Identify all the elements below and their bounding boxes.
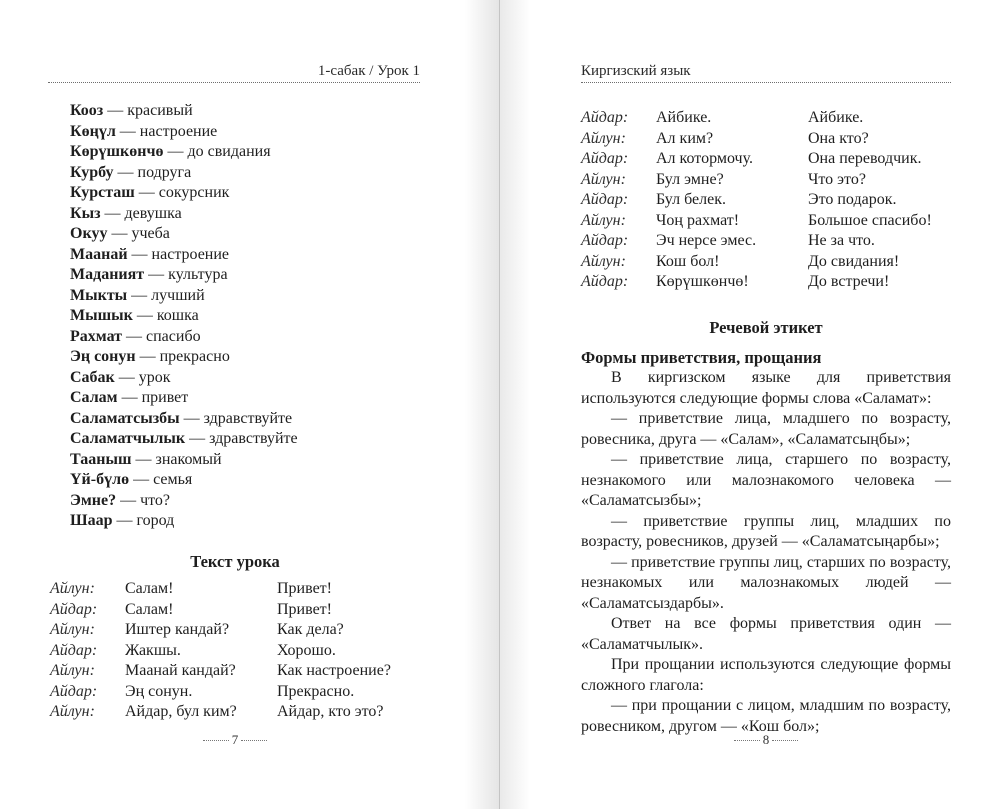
vocab-term: Сабак (70, 368, 115, 386)
vocab-translation: — культура (148, 266, 228, 283)
vocab-term: Тааныш (70, 450, 132, 468)
vocab-term: Курсташ (70, 184, 135, 201)
vocab-translation: — спасибо (126, 327, 201, 345)
vocab-translation: — семья (133, 471, 193, 488)
vocab-term: Кыз (70, 204, 101, 222)
dialog-row (581, 129, 951, 150)
kyrgyz-line: Көрүшкөнчө! (656, 273, 749, 290)
kyrgyz-line: Салам! (125, 600, 174, 618)
speaker: Айдар: (581, 150, 629, 167)
page-number-value: 7 (231, 732, 239, 747)
dialog-row (50, 661, 420, 682)
russian-line: Она переводчик. (808, 150, 922, 167)
russian-line: Хорошо. (277, 641, 336, 659)
gutter-shadow-left (465, 0, 500, 809)
kyrgyz-line: Бул эмне? (656, 170, 724, 188)
vocab-term: Рахмат (70, 327, 123, 345)
russian-line: Что это? (808, 170, 866, 188)
vocab-term: Шаар (70, 512, 113, 529)
vocab-item (70, 101, 410, 122)
vocab-item (70, 245, 410, 266)
vocab-translation: — здравствуйте (183, 409, 293, 427)
vocab-term: Курбу (70, 163, 114, 181)
kyrgyz-line: Эч нерсе эмес. (656, 232, 757, 249)
dialog-row (581, 231, 951, 252)
paragraph: Ответ на все формы приветствия один — «Саламатчылык». (581, 615, 951, 653)
kyrgyz-line: Бул белек. (656, 191, 726, 208)
russian-line: Как дела? (277, 621, 344, 638)
dialog-row (581, 108, 951, 129)
kyrgyz-line: Айдар, бул ким? (125, 703, 237, 720)
running-head-right: Киргизский язык (581, 63, 691, 79)
dialog-row (581, 149, 951, 170)
section-title-speech-etiquette: Речевой этикет (709, 318, 823, 337)
speaker: Айдар: (50, 600, 98, 618)
speaker: Айлун: (581, 252, 626, 270)
vocab-translation: — до свидания (167, 143, 271, 160)
speaker: Айдар: (581, 232, 629, 249)
kyrgyz-line: Айбике. (656, 109, 712, 126)
russian-line: Айдар, кто это? (277, 703, 384, 720)
speaker: Айлун: (50, 703, 95, 720)
header-dotted-rule (48, 82, 420, 83)
vocab-translation: — красивый (107, 102, 193, 119)
vocab-translation: — прекрасно (139, 348, 230, 365)
page-number-dots (241, 740, 267, 741)
russian-line: Большое спасибо! (808, 211, 932, 229)
dialog-row (581, 252, 951, 273)
header-dotted-rule (581, 82, 951, 83)
vocab-item (70, 306, 410, 327)
paragraph: В киргизском языке для приветствия используются следующие формы слова «Саламат»: (581, 369, 951, 407)
russian-line: До встречи! (808, 273, 890, 290)
speaker: Айлун: (50, 662, 95, 679)
vocab-translation: — привет (121, 389, 189, 406)
dialog-row (50, 702, 420, 723)
vocab-term: Кооз (70, 102, 104, 119)
vocab-item (70, 450, 410, 471)
vocab-item (70, 347, 410, 368)
list-paragraph: — приветствие лица, старшего по возрасту, незнакомого или малознакомого человека — «Саламатсызбы»; (581, 451, 951, 509)
left-page (50, 0, 420, 809)
vocab-item (70, 163, 410, 184)
dialog-table-left (50, 579, 420, 723)
kyrgyz-line: Чоң рахмат! (656, 211, 740, 229)
subheading-greeting-forms: Формы приветствия, прощания (581, 348, 822, 367)
dialog-row (581, 272, 951, 293)
russian-line: Она кто? (808, 129, 869, 147)
russian-line: Айбике. (808, 109, 864, 126)
vocab-item (70, 286, 410, 307)
vocab-term: Саламатчылык (70, 430, 186, 447)
speaker: Айлун: (581, 129, 626, 147)
vocab-item (70, 204, 410, 225)
vocab-translation: — учеба (111, 225, 170, 242)
list-paragraph: — приветствие лица, младшего по возрасту, ровесника, друга — «Салам», «Саламатсыңбы»; (581, 410, 951, 448)
speaker: Айлун: (50, 580, 95, 597)
vocab-term: Үй-бүлө (70, 471, 130, 488)
vocab-translation: — лучший (131, 286, 205, 304)
right-page (581, 0, 951, 809)
vocab-translation: — настроение (131, 245, 230, 263)
vocab-translation: — здравствуйте (189, 430, 298, 447)
vocab-item (70, 368, 410, 389)
kyrgyz-line: Ал ким? (656, 129, 714, 147)
dialog-table-right (581, 108, 951, 293)
paragraph: При прощании используются следующие формы сложного глагола: (581, 656, 951, 694)
russian-line: Как настроение? (277, 662, 391, 679)
gutter-shadow-right (500, 0, 530, 809)
list-paragraph: — приветствие группы лиц, младших по возрасту, ровесников, друзей — «Саламатсыңарбы»; (581, 512, 951, 550)
dialog-row (581, 170, 951, 191)
russian-line: Привет! (277, 580, 332, 597)
vocab-translation: — кошка (136, 307, 199, 324)
dialog-row (50, 641, 420, 662)
page-number-value: 8 (762, 732, 770, 747)
vocab-item (70, 122, 410, 143)
vocab-item (70, 511, 410, 532)
vocab-translation: — сокурсник (138, 184, 230, 201)
russian-line: Это подарок. (808, 191, 897, 208)
running-head-left: 1-сабак / Урок 1 (317, 63, 420, 79)
vocab-translation: — подруга (117, 163, 192, 181)
speaker: Айдар: (581, 191, 629, 208)
dialog-row (50, 600, 420, 621)
kyrgyz-line: Салам! (125, 580, 174, 597)
vocab-item (70, 265, 410, 286)
vocab-item (70, 142, 410, 163)
vocab-term: Мышык (70, 307, 133, 324)
kyrgyz-line: Кош бол! (656, 252, 720, 270)
dialog-row (581, 211, 951, 232)
speaker: Айдар: (50, 641, 98, 659)
kyrgyz-line: Жакшы. (125, 641, 181, 659)
kyrgyz-line: Эң сонун. (125, 682, 193, 700)
vocab-term: Маданият (70, 266, 145, 283)
dialog-row (50, 682, 420, 703)
kyrgyz-line: Ал котормочу. (656, 150, 753, 167)
vocab-term: Көңүл (70, 122, 116, 140)
body-text (581, 368, 951, 737)
russian-line: Не за что. (808, 232, 875, 249)
dialog-row (50, 579, 420, 600)
vocab-term: Мыкты (70, 286, 128, 304)
kyrgyz-line: Иштер кандай? (125, 621, 230, 638)
speaker: Айдар: (581, 109, 629, 126)
page-number-left (50, 732, 420, 748)
page-number-dots (772, 740, 798, 741)
speaker: Айлун: (50, 621, 95, 638)
list-paragraph: — приветствие группы лиц, старших по возрасту, незнакомых или малознакомых людей — «Саламатсыздарбы». (581, 553, 951, 612)
page-number-dots (203, 740, 229, 741)
vocab-term: Эмне? (70, 491, 117, 509)
vocab-item (70, 327, 410, 348)
vocab-item (70, 224, 410, 245)
page-number-dots (734, 740, 760, 741)
speaker: Айдар: (50, 682, 98, 700)
list-paragraph: — при прощании с лицом, младшим по возрасту, ровесником, другом — «Кош бол»; (581, 697, 951, 735)
vocab-item (70, 470, 410, 491)
vocab-term: Саламатсызбы (70, 409, 180, 427)
vocab-translation: — что? (120, 491, 171, 509)
vocab-term: Көрүшкөнчө (70, 143, 164, 160)
vocab-item (70, 429, 410, 450)
vocabulary-list (70, 101, 410, 532)
section-title-lesson-text: Текст урока (190, 552, 280, 571)
russian-line: Прекрасно. (277, 682, 355, 700)
vocab-item (70, 183, 410, 204)
vocab-term: Маанай (70, 245, 128, 263)
vocab-item (70, 409, 410, 430)
kyrgyz-line: Маанай кандай? (125, 662, 236, 679)
speaker: Айлун: (581, 211, 626, 229)
page-number-right (581, 732, 951, 748)
vocab-translation: — город (116, 512, 175, 529)
speaker: Айлун: (581, 170, 626, 188)
vocab-translation: — настроение (119, 122, 218, 140)
vocab-item (70, 491, 410, 512)
vocab-term: Окуу (70, 225, 108, 242)
dialog-row (50, 620, 420, 641)
vocab-translation: — знакомый (135, 450, 222, 468)
vocab-term: Салам (70, 389, 118, 406)
speaker: Айдар: (581, 273, 629, 290)
dialog-row (581, 190, 951, 211)
vocab-term: Эң сонун (70, 348, 136, 365)
russian-line: Привет! (277, 600, 332, 618)
vocab-translation: — урок (118, 368, 171, 386)
vocab-item (70, 388, 410, 409)
vocab-translation: — девушка (104, 204, 182, 222)
russian-line: До свидания! (808, 252, 900, 270)
